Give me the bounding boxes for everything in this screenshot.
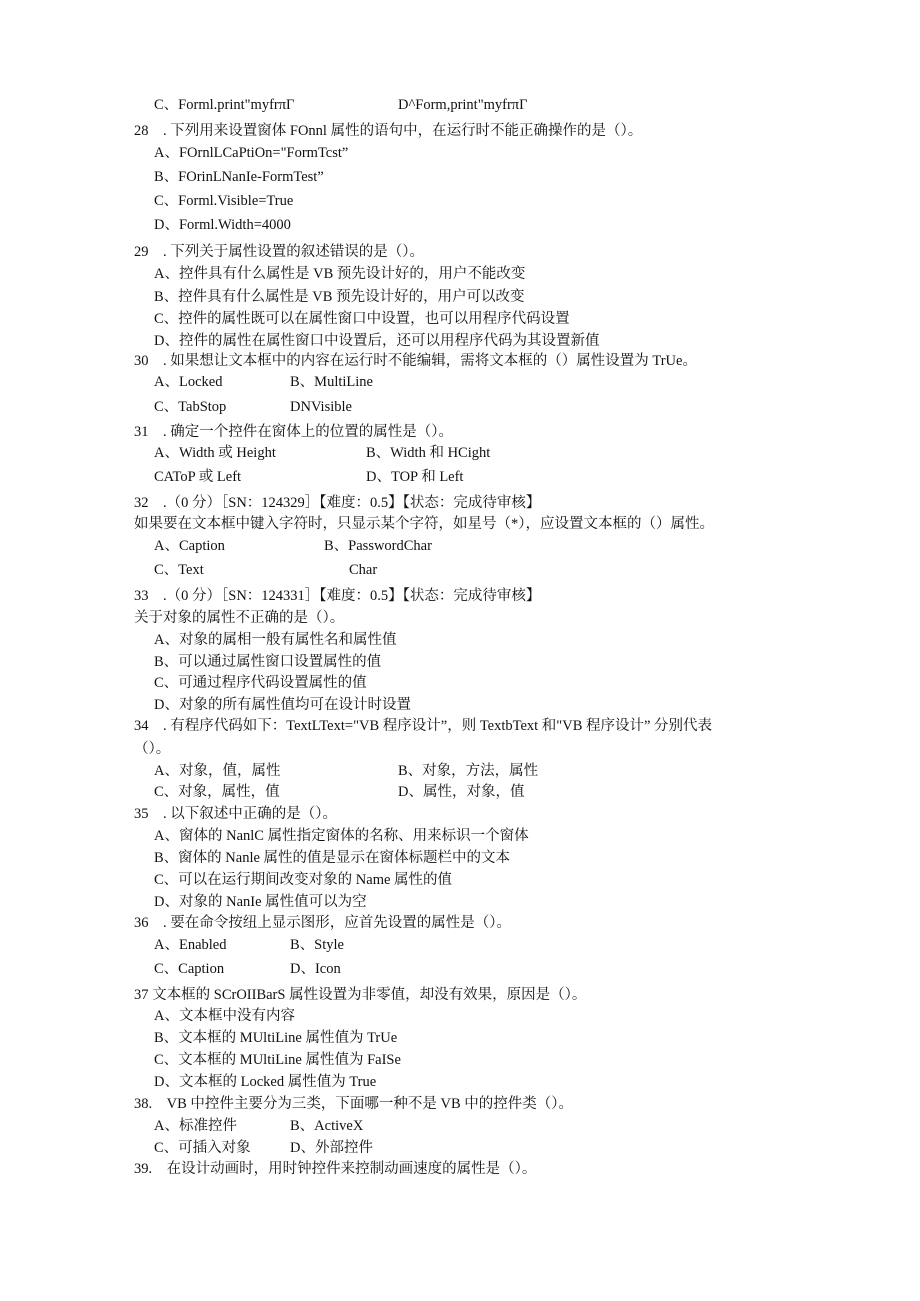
text-line: A、窗体的 NanlC 属性指定窗体的名称、用来标识一个窗体	[154, 828, 529, 844]
text-line: CAToP 或 Left	[154, 469, 242, 485]
text-line: C、文本框的 MUltiLine 属性值为 FaISe	[154, 1052, 401, 1068]
text-line: A、标准控件	[154, 1118, 237, 1134]
text-line: DNVisible	[290, 399, 352, 415]
text-line: 34 . 有程序代码如下：TextLText="VB 程序设计”，则 TextbText 和"VB 程序设计” 分别代表	[134, 718, 713, 734]
text-line: A、Enabled	[154, 937, 227, 953]
text-line: A、Width 或 Height	[154, 445, 276, 461]
text-line: 38. VB 中控件主要分为三类，下面哪一种不是 VB 中的控件类（）。	[134, 1096, 574, 1112]
text-line: 30 . 如果想让文本框中的内容在运行时不能编辑，需将文本框的（）属性设置为 TrUe。	[134, 353, 697, 369]
text-line: D、控件的属性在属性窗口中设置后，还可以用程序代码为其设置新值	[154, 333, 600, 349]
text-line: D、外部控件	[290, 1140, 373, 1156]
text-line: B、Width 和 HCight	[366, 445, 491, 461]
text-line: B、FOrinLNanIe-FormTest”	[154, 169, 324, 185]
text-line: A、FOrnlLCaPtiOn="FormTcst”	[154, 145, 349, 161]
text-line: A、Locked	[154, 374, 223, 390]
text-line: 28 . 下列用来设置窗体 FOnnl 属性的语句中，在运行时不能正确操作的是（）。	[134, 123, 643, 139]
text-line: B、可以通过属性窗口设置属性的值	[154, 654, 382, 670]
text-line: C、可通过程序代码设置属性的值	[154, 675, 367, 691]
text-line: C、Forml.print"myfrπΓ	[154, 97, 295, 113]
text-line: C、Caption	[154, 961, 225, 977]
text-line: A、Caption	[154, 538, 225, 554]
text-line: D、Icon	[290, 961, 341, 977]
text-line: 36 . 要在命令按纽上显示图形，应首先设置的属性是（）。	[134, 915, 511, 931]
text-line: C、Forml.Visible=True	[154, 193, 294, 209]
text-line: D、属性，对象，值	[398, 784, 525, 800]
text-line: Char	[349, 562, 378, 578]
text-line: D、对象的所有属性值均可在设计时设置	[154, 697, 411, 713]
text-line: D、TOP 和 Left	[366, 469, 464, 485]
text-line: C、可插入对象	[154, 1140, 251, 1156]
text-line: D、文本框的 Locked 属性值为 True	[154, 1074, 377, 1090]
text-line: 35 . 以下叙述中正确的是（）。	[134, 806, 337, 822]
text-line: C、可以在运行期间改变对象的 Name 属性的值	[154, 872, 453, 888]
text-line: A、对象的属相一般有属性名和属性值	[154, 632, 397, 648]
text-line: B、ActiveX	[290, 1118, 364, 1134]
text-line: C、Text	[154, 562, 204, 578]
text-line: 39. 在设计动画时，用时钟控件来控制动画速度的属性是（）。	[134, 1161, 537, 1177]
text-line: C、对象，属性，值	[154, 784, 280, 800]
text-line: C、控件的属性既可以在属性窗口中设置，也可以用程序代码设置	[154, 311, 570, 327]
text-line: B、文本框的 MUltiLine 属性值为 TrUe	[154, 1030, 398, 1046]
text-line: C、TabStop	[154, 399, 227, 415]
text-line: D^Form,print"myfrπΓ	[398, 97, 528, 113]
text-line: A、控件具有什么属性是 VB 预先设计好的，用户不能改变	[154, 266, 526, 282]
text-line: 关于对象的属性不正确的是（）。	[134, 610, 345, 626]
text-line: D、Forml.Width=4000	[154, 217, 291, 233]
text-line: 31 . 确定一个控件在窗体上的位置的属性是（）。	[134, 424, 453, 440]
text-line: 29 . 下列关于属性设置的叙述错误的是（）。	[134, 244, 424, 260]
text-line: 如果要在文本框中键入字符时，只显示某个字符，如星号（*），应设置文本框的（）属性。	[134, 516, 714, 532]
text-line: （）。	[134, 741, 171, 757]
text-line: B、MultiLine	[290, 374, 373, 390]
text-line: A、对象，值，属性	[154, 763, 281, 779]
text-line: D、对象的 NanIe 属性值可以为空	[154, 894, 367, 910]
text-line: 33 .（0 分）［SN：124331］【难度：0.5】【状态：完成待审核】	[134, 588, 541, 604]
text-line: B、窗体的 Nanle 属性的值是显示在窗体标题栏中的文本	[154, 850, 511, 866]
text-line: B、PasswordChar	[324, 538, 432, 554]
text-line: B、Style	[290, 937, 344, 953]
text-line: A、文本框中没有内容	[154, 1008, 295, 1024]
text-line: B、对象，方法，属性	[398, 763, 539, 779]
text-line: 32 .（0 分）［SN：124329］【难度：0.5】【状态：完成待审核】	[134, 495, 541, 511]
text-line: 37 文本框的 SCrOIIBarS 属性设置为非零值，却没有效果，原因是（）。	[134, 987, 587, 1003]
text-line: B、控件具有什么属性是 VB 预先设计好的，用户可以改变	[154, 289, 525, 305]
